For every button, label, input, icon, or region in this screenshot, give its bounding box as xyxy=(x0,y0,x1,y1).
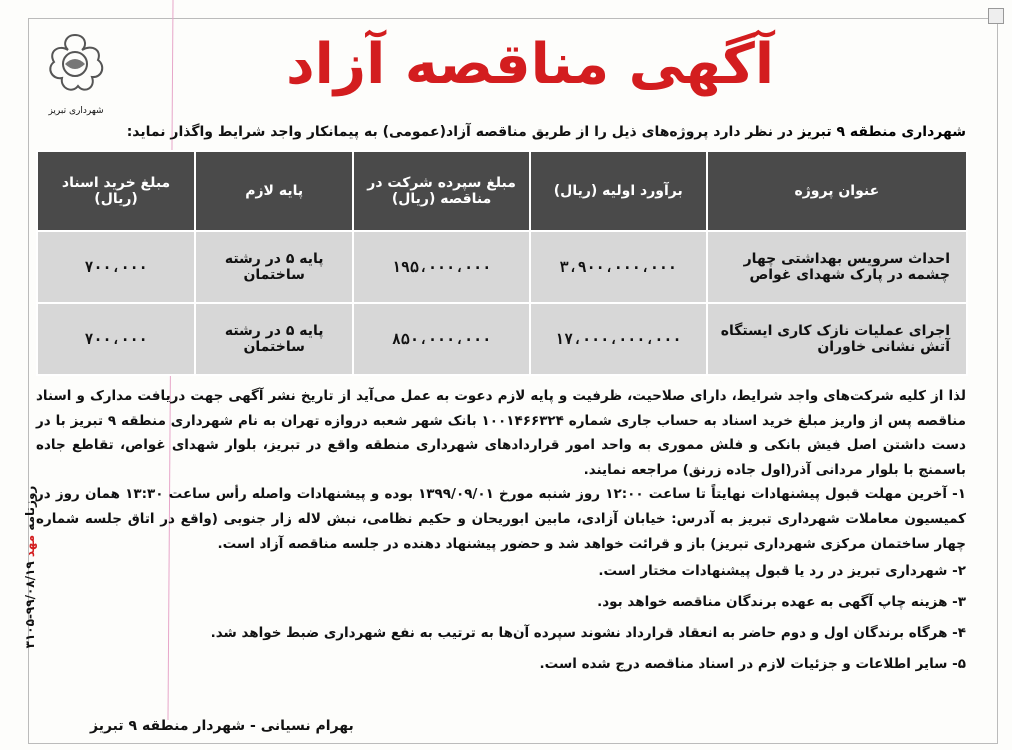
table-row xyxy=(37,231,967,303)
col-document-price: مبلغ خرید اسناد (ریال) xyxy=(37,151,195,231)
col-deposit: مبلغ سپرده شرکت در مناقصه (ریال) xyxy=(353,151,530,231)
ad-body xyxy=(36,384,966,680)
condition-2: ۲- شهرداری تبریز در رد یا قبول پیشنهادات مختار است. xyxy=(598,563,966,580)
cell-doc-price: ۷۰۰،۰۰۰ xyxy=(37,303,195,375)
condition-3: ۳- هزینه چاپ آگهی به عهده برندگان مناقصه خواهد بود. xyxy=(597,594,966,611)
logo-caption: شهرداری تبریز xyxy=(48,106,104,116)
cell-project: احداث سرویس بهداشتی چهار چشمه در پارک شهدای غواص xyxy=(707,231,967,303)
cell-estimate: ۱۷،۰۰۰،۰۰۰،۰۰۰ xyxy=(530,303,707,375)
cell-estimate: ۳،۹۰۰،۰۰۰،۰۰۰ xyxy=(530,231,707,303)
col-project-title: عنوان پروژه xyxy=(707,151,967,231)
condition-5: ۵- سایر اطلاعات و جزئیات لازم در اسناد مناقصه درج شده است. xyxy=(539,656,966,673)
condition-1: ۱- آخرین مهلت قبول پیشنهادات نهایتاً تا ساعت ۱۲:۰۰ روز شنبه مورخ ۱۳۹۹/۰۹/۰۱ بوده و پیشنهادات واصله رأس ساعت ۱۳:۳۰ همان روز در کمیسیون معاملات شهرداری تبریز به آدرس: خیابان آزادی، مابین ابوریحان و حکیم نظامی، نبش لاله زار جنوبی (واقع در اتاق جلسه شماره چهار ساختمان مرکزی شهرداری تبریز) باز و قرائت خواهد شد و حضور پیشنهاد دهنده در جلسه مناقصه آزاد است. xyxy=(36,486,966,552)
cell-grade: پایه ۵ در رشته ساختمان xyxy=(195,231,353,303)
municipality-logo-icon xyxy=(40,30,110,100)
side-note-brand: مهد xyxy=(23,534,37,558)
cell-deposit: ۱۹۵،۰۰۰،۰۰۰ xyxy=(353,231,530,303)
intro-rest: در نظر دارد پروژه‌های ذیل را از طریق مناقصه آزاد(عمومی) به پیمانکار واجد شرایط واگذار نماید: xyxy=(126,124,798,140)
col-required-grade: پایه لازم xyxy=(195,151,353,231)
side-note xyxy=(23,467,37,667)
col-initial-estimate: برآورد اولیه (ریال) xyxy=(530,151,707,231)
side-note-ref: ۹۹/۰۸/۱۹-۳۱۰۵ xyxy=(23,561,37,649)
ad-title: آگهی مناقصه آزاد xyxy=(285,32,775,97)
projects-table xyxy=(36,150,968,376)
cell-grade: پایه ۵ در رشته ساختمان xyxy=(195,303,353,375)
ad-header xyxy=(30,20,994,120)
intro-lead: شهرداری منطقه ۹ تبریز xyxy=(797,124,966,140)
intro-line xyxy=(36,124,966,140)
condition-4: ۴- هرگاه برندگان اول و دوم حاضر به انعقاد قرارداد نشوند سپرده آن‌ها به ترتیب به نفع شهرداری ضبط خواهد شد. xyxy=(210,625,966,642)
side-note-label: روزنامه xyxy=(23,485,37,531)
table-header-row xyxy=(37,151,967,231)
cell-deposit: ۸۵۰،۰۰۰،۰۰۰ xyxy=(353,303,530,375)
body-paragraph: لذا از کلیه شرکت‌های واجد شرایط، دارای صلاحیت، ظرفیت و پایه لازم دعوت به عمل می‌آید از تاریخ نشر آگهی جهت دریافت مدارک و اسناد مناقصه پس از واریز مبلغ خرید اسناد به حساب جاری شماره ۱۰۰۱۴۶۶۳۲۴ بانک شهر شعبه دروازه تهران به نام شهرداری منطقه ۹ تبریز با در دست داشتن اصل فیش بانکی و فلش مموری به واحد امور قراردادهای شهرداری منطقه واقع در تبریز، بلوار شهدای غواص، تقاطع جاده باسمنج با بلوار مردانی آذر(اول جاده زرنق) مراجعه نمایند. xyxy=(36,388,966,478)
cell-doc-price: ۷۰۰،۰۰۰ xyxy=(37,231,195,303)
table-row xyxy=(37,303,967,375)
signature: بهرام نسیانی - شهردار منطقه ۹ تبریز xyxy=(90,718,354,734)
cell-project: اجرای عملیات نازک کاری ایستگاه آتش نشانی خاوران xyxy=(707,303,967,375)
